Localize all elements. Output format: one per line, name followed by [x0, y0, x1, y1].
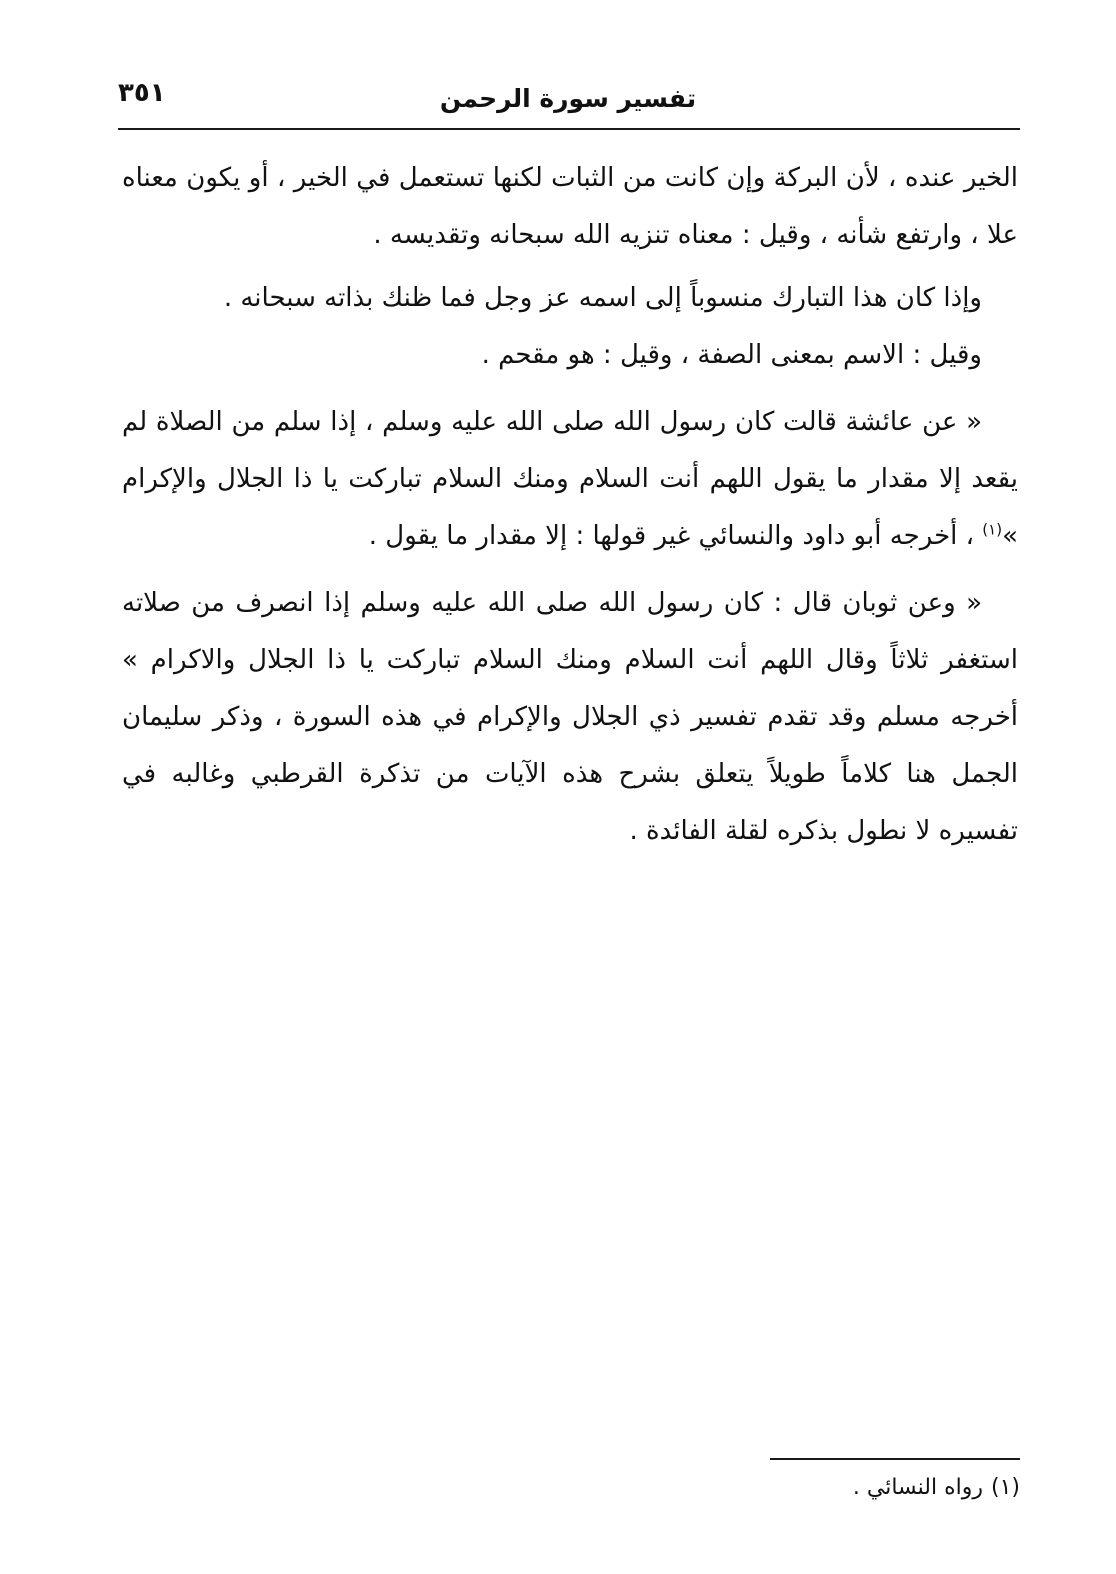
main-text: [122, 150, 1018, 860]
paragraph-4: [122, 394, 1018, 565]
hadith-aisha-source: ، أخرجه أبو داود والنسائي غير قولها : إلا مقدار ما يقول .: [368, 521, 983, 551]
paragraph-2: وإذا كان هذا التبارك منسوباً إلى اسمه عز وجل فما ظنك بذاته سبحانه .: [223, 283, 982, 313]
running-title: تفسير سورة الرحمن: [439, 84, 697, 113]
hadith-aisha: « عن عائشة قالت كان رسول الله صلى الله عليه وسلم ، إذا سلم من الصلاة لم يقعد إلا مقدار ما يقول اللهم أنت السلام ومنك السلام تباركت يا ذا الجلال والإكرام »: [122, 407, 1018, 551]
footnote-reference[interactable]: (١): [982, 520, 1003, 539]
page-header: [118, 78, 1018, 128]
page-number: ٣٥١: [118, 78, 166, 108]
footnote: [853, 1475, 1020, 1500]
header-divider: [118, 128, 1020, 130]
paragraph-1: الخير عنده ، لأن البركة وإن كانت من الثبات لكنها تستعمل في الخير ، أو يكون معناه علا ، وارتفع شأنه ، وقيل : معناه تنزيه الله سبحانه وتقديسه .: [122, 163, 1018, 250]
footnote-number: (١): [990, 1475, 1020, 1500]
paragraph-5: « وعن ثوبان قال : كان رسول الله صلى الله عليه وسلم إذا انصرف من صلاته استغفر ثلاثاً وقال اللهم أنت السلام ومنك السلام تباركت يا ذا الجلال والاكرام » أخرجه مسلم وقد تقدم تفسير ذي الجلال والإكرام في هذه السورة ، وذكر سليمان الجمل هنا كلاماً طويلاً يتعلق بشرح هذه الآيات من تذكرة القرطبي وغالبه في تفسيره لا نطول بذكره لقلة الفائدة .: [122, 588, 1018, 846]
footnote-divider: [770, 1458, 1020, 1460]
footnote-text: رواه النسائي .: [852, 1475, 983, 1500]
paragraph-3: وقيل : الاسم بمعنى الصفة ، وقيل : هو مقحم .: [481, 340, 982, 370]
